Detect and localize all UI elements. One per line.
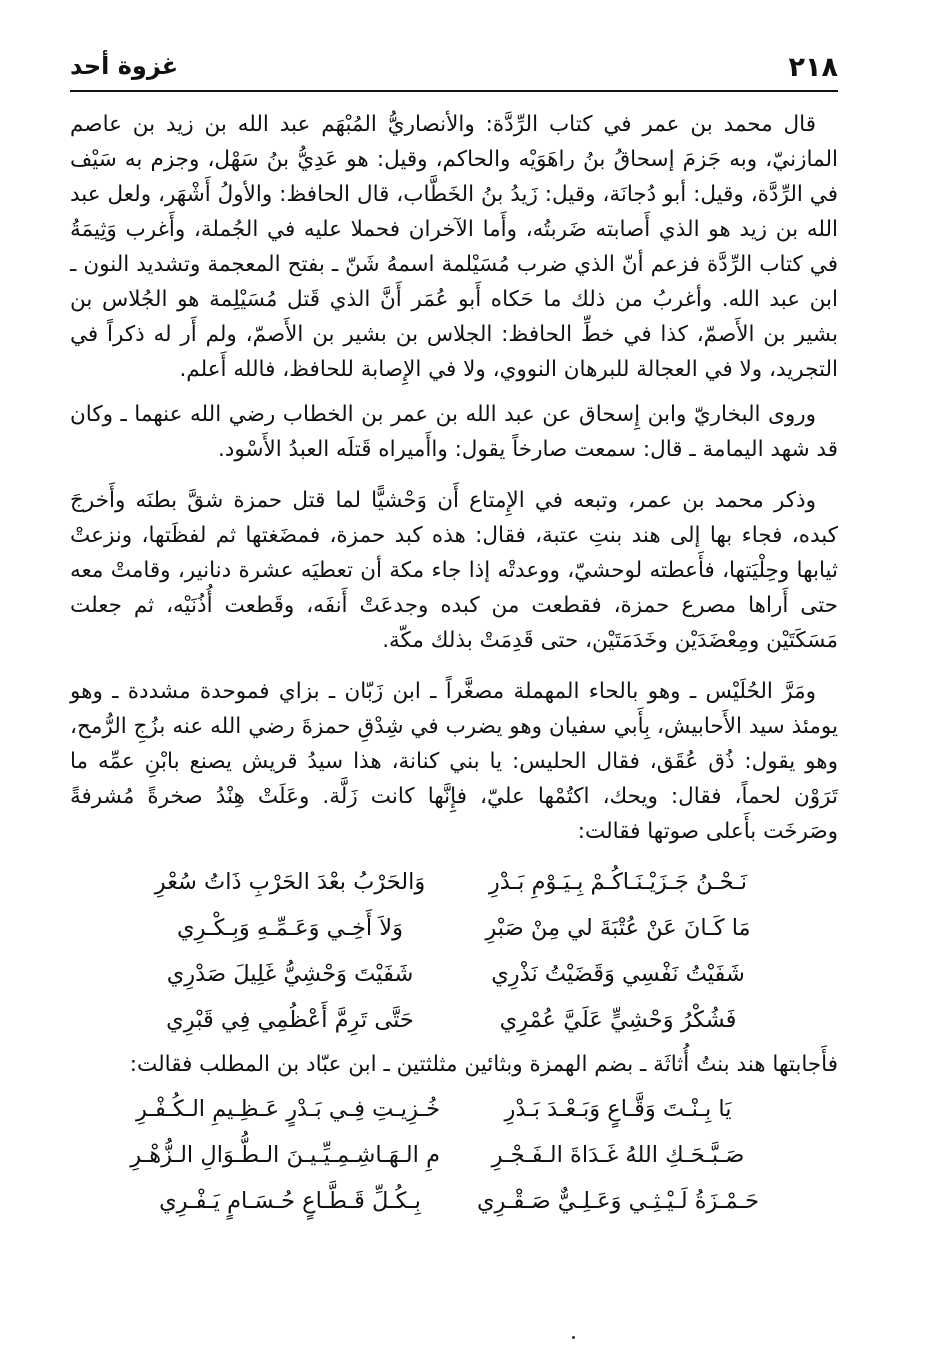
- verse-second-hemistich: وَلاَ أَخِـي وَعَـمِّـهِ وَبِـكْـرِي: [177, 914, 403, 941]
- verse: [70, 859, 838, 905]
- verse-first-hemistich: فَشُكْرُ وَحْشِيٍّ عَلَيَّ عُمْرِي: [499, 1006, 737, 1033]
- verse-second-hemistich: مِ الـهَـاشِـمِـيِّـيـنَ الـطُّـوَالِ الـزُّهْـرِ: [130, 1141, 440, 1168]
- verse: [70, 905, 838, 951]
- verse-first-hemistich: حَـمْـزَةُ لَـيْـثِـي وَعَـلِـيٌّ صَـقْـرِي: [476, 1187, 760, 1214]
- verse-first-hemistich: صَـبَّـحَـكِ اللهُ غَـدَاةَ الـفَـجْـرِ: [491, 1141, 745, 1168]
- paragraph-bukhari: وروى البخاريّ وابن إِسحاق عن عبد الله بن عمر بن الخطاب رضي الله عنهما ـ وكان قد شهد اليمامة ـ قال: سمعت صارخاً يقول: واأَميراه قَتلَه العبدُ الأَسْود.: [70, 402, 838, 462]
- verse-second-hemistich: خُـزِيـتِ فِـي بَـدْرٍ عَـظِـيمِ الـكُـفْـرِ: [135, 1095, 440, 1122]
- running-title: غزوة أحد: [70, 52, 179, 80]
- verse-first-hemistich: مَا كَـانَ عَنْ عُتْبَةَ لي مِنْ صَبْرِ: [485, 914, 751, 941]
- verse-first-hemistich: شَفَيْتُ نَفْسِي وَقَضَيْتُ نَذْرِي: [491, 960, 745, 987]
- paragraph-poem2-intro: فأَجابتها هند بنتُ أُثاثَة ـ بضم الهمزة وبثائين مثلثتين ـ ابن عبّاد بن المطلب فقالت:: [129, 1052, 838, 1077]
- verse: [70, 1178, 838, 1224]
- page-body: [70, 107, 838, 1226]
- verse-first-hemistich: يَا بِـنْـتَ وَقَّـاعٍ وَبَـعْـدَ بَـدْرِ: [504, 1095, 732, 1122]
- verse-second-hemistich: حَتَّى تَرِمَّ أَعْظُمِي فِي قَبْرِي: [166, 1006, 414, 1033]
- paragraph-wahshi: وذكر محمد بن عمر، وتبعه في الإِمتاع أَن وَحْشيًّا لما قتل حمزة شقَّ بطنَه وأَخرجَ كبده، فجاء بها إلى هند بنتِ عتبة، فقال: هذه كبد حمزة، فمضَغتها ثم لفظَتها، ونزعتْ ثيابها وحِلْيَتها، فأَعطته لوحشيّ، ووعدتْه إذا جاء مكة أن تعطيَه عشرة دنانير، وقامتْ معه حتى أَراها مصرع حمزة، فقطعت من كبده وجدعَتْ أَنفَه، وقَطعت أُذُنَيْه، ثم جعلت مَسَكَتَيْن ومِعْضَدَيْن وخَدَمَتَيْن، حتى قَدِمَتْ بذلك مكّة.: [70, 488, 838, 653]
- stray-mark: [572, 1336, 575, 1339]
- page-header: [70, 40, 838, 92]
- page-number: ٢١٨: [788, 52, 838, 83]
- poem-hind-bint-utba: [70, 859, 838, 1043]
- paragraph-hulays: ومَرَّ الحُلَيْس ـ وهو بالحاء المهملة مصغَّراً ـ ابن زَبّان ـ بزاي فموحدة مشددة ـ وهو يومئذ سيد الأَحابيش، بِأَبي سفيان وهو يضرب في شِدْقِ حمزةَ رضي الله عنه بزُجِ الرُّمح، وهو يقول: ذُق عُقَق، فقال الحليس: يا بني كنانة، هذا سيدُ قريش يصنع بابْنِ عمِّه ما تَرَوْن لحماً، فقال: ويحك، اكتُمْها عليّ، فإِنَّها كانت زَلَّة. وعَلَتْ هِنْدُ صخرةً مُشرفةً وصَرخَت بأَعلى صوتها فقالت:: [70, 679, 838, 844]
- verse: [70, 997, 838, 1043]
- verse: [70, 1086, 838, 1132]
- verse: [70, 951, 838, 997]
- verse: [70, 1132, 838, 1178]
- verse-second-hemistich: وَالحَرْبُ بعْدَ الحَرْبِ ذَاتُ سُعْرِ: [154, 868, 426, 895]
- poem-hind-bint-uthatha: [70, 1086, 838, 1224]
- verse-second-hemistich: شَفَيْتَ وَحْشِيُّ غَلِيلَ صَدْرِي: [166, 960, 414, 987]
- verse-second-hemistich: بِـكُـلِّ قَـطَّـاعٍ حُـسَـامٍ يَـفْـرِي: [159, 1187, 421, 1214]
- verse-first-hemistich: نَـحْـنُ جَـزَيْـنَـاكُـمْ بِـيَـوْمِ بَـدْرِ: [488, 868, 748, 895]
- paragraph-ridda: قال محمد بن عمر في كتاب الرِّدَّة: والأنصاريُّ المُبْهَم عبد الله بن زيد بن عاصم المازنيّ، وبه جَزمَ إسحاقُ بنُ راهَوَيْه والحاكم، وقيل: هو عَدِيُّ بنُ سَهْل، وجزم به سَيْف في الرِّدَّة، وقيل: أبو دُجانَة، وقيل: زَيدُ بنُ الخَطَّاب، قال الحافظ: والأولُ أَشْهَر، ولعل عبد الله بن زيد هو الذي أَصابته ضَربتُه، وأَما الآخران فحملا عليه في الجُملة، وأَغرب وَثِيمَةُ في كتاب الرِّدَّة فزعم أنّ الذي ضرب مُسَيْلمة اسمهُ شَنّ ـ بفتح المعجمة وتشديد النون ـ ابن عبد الله. وأغربُ من ذلك ما حَكاه أَبو عُمَر أَنَّ الذي قَتل مُسَيْلِمة هو الجُلاس بن بشير بن الأَصمّ، كذا في خطِّ الحافظ: الجلاس بن بشير بن الأَصمّ، ولم أَر له ذكراً في التجريد، ولا في العجالة للبرهان النووي، ولا في الإِصابة للحافظ، فالله أَعلم.: [70, 112, 838, 382]
